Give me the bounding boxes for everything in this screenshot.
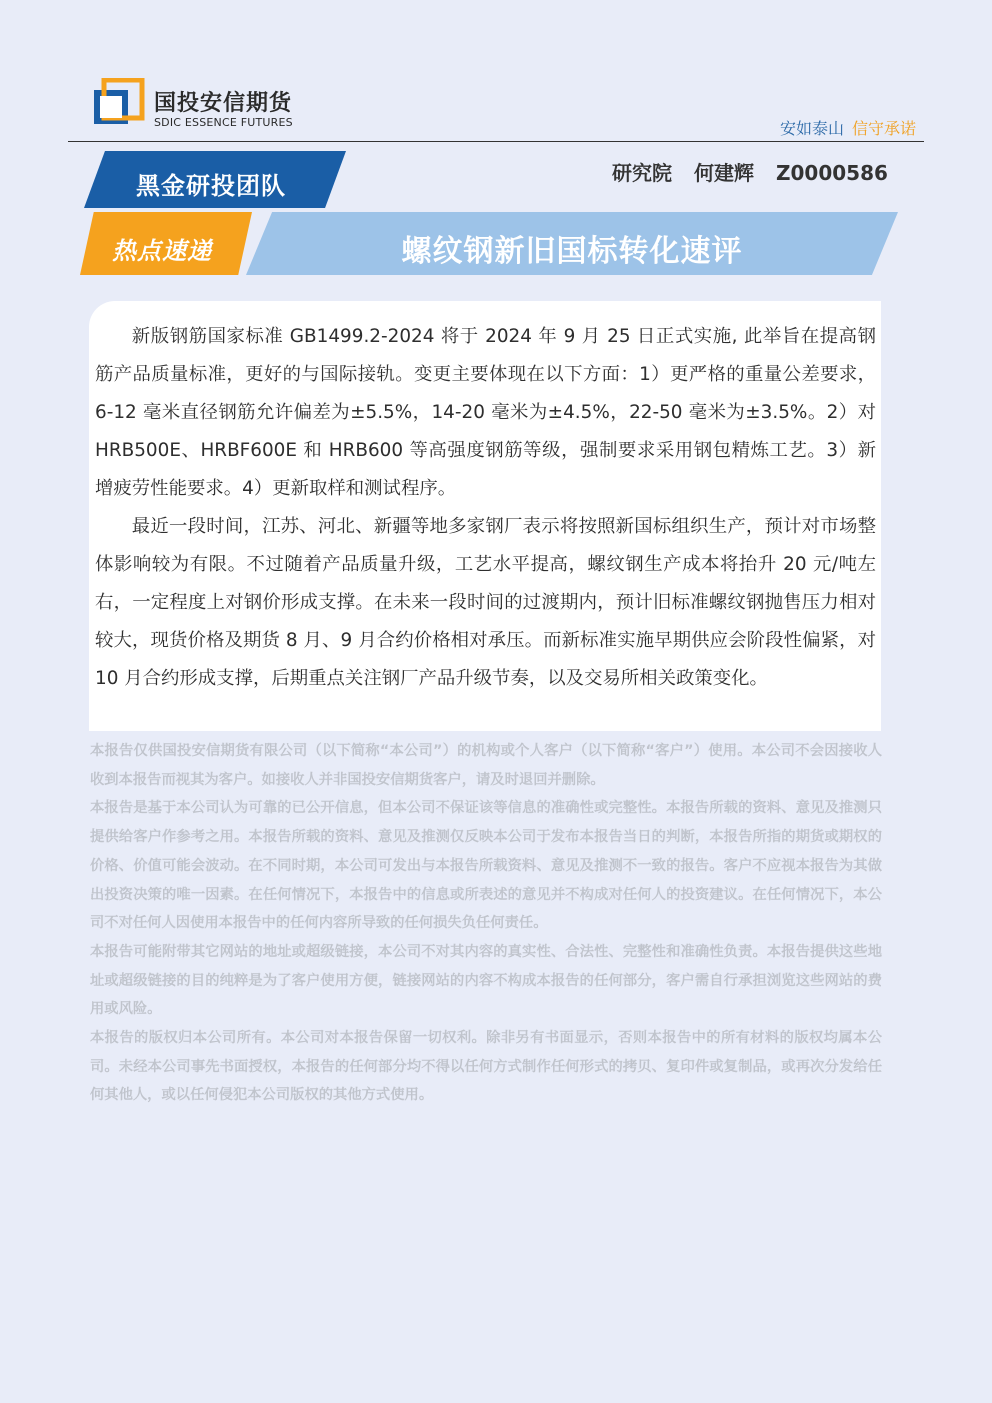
author-department: 研究院 (612, 161, 672, 185)
disclaimer-paragraph: 本报告的版权归本公司所有。本公司对本报告保留一切权利。除非另有书面显示，否则本报告中的所有材料的版权均属本公司。未经本公司事先书面授权，本报告的任何部分均不得以任何方式制作任何形式的拷贝、复印件或复制品，或再次分发给任何其他人，或以任何侵犯本公司版权的其他方式使用。 (90, 1030, 882, 1104)
author-license: Z0000586 (776, 161, 888, 185)
body-paragraph: 新版钢筋国家标准 GB1499.2-2024 将于 2024 年 9 月 25 日正式实施, 此举旨在提高钢筋产品质量标准，更好的与国际接轨。变更主要体现在以下方面：1）更严格的重量公差要求，6-12 毫米直径钢筋允许偏差为±5.5%，14-20 毫米为±4.5%，22-50 毫米为±3.5%。2）对 HRB500E、HRBF600E 和 HRB600 等高强度钢筋等级，强制要求采用钢包精炼工艺。3）新增疲劳性能要求。4）更新取样和测试程序。 (95, 326, 876, 499)
team-banner-label: 黑金研投团队 (136, 172, 286, 200)
sdic-logo-icon (90, 78, 146, 130)
disclaimer-paragraph: 本报告仅供国投安信期货有限公司（以下简称“本公司”）的机构或个人客户（以下简称“客户”）使用。本公司不会因接收人收到本报告而视其为客户。如接收人并非国投安信期货客户，请及时退回并删除。 (90, 743, 882, 788)
disclaimer-paragraph: 本报告可能附带其它网站的地址或超级链接，本公司不对其内容的真实性、合法性、完整性和准确性负责。本报告提供这些地址或超级链接的目的纯粹是为了客户使用方便，链接网站的内容不构成本报告的任何部分，客户需自行承担浏览这些网站的费用或风险。 (90, 943, 882, 1018)
body-paragraph: 最近一段时间，江苏、河北、新疆等地多家钢厂表示将按照新国标组织生产，预计对市场整体影响较为有限。不过随着产品质量升级，工艺水平提高，螺纹钢生产成本将抬升 20 元/吨左右，一定程度上对钢价形成支撑。在未来一段时间的过渡期内，预计旧标准螺纹钢抛售压力相对较大，现货价格及期货 8 月、9 月合约价格相对承压。而新标准实施早期供应会阶段性偏紧，对 10 月合约形成支撑，后期重点关注钢厂产品升级节奏，以及交易所相关政策变化。 (95, 516, 876, 689)
report-title: 螺纹钢新旧国标转化速评 (401, 234, 743, 269)
slogan (780, 116, 916, 139)
disclaimer (90, 737, 882, 1110)
logo-chinese-name: 国投安信期货 (154, 91, 293, 116)
author-name: 何建辉 (694, 161, 754, 185)
logo-english-name: SDIC ESSENCE FUTURES (154, 116, 293, 129)
author-info (612, 157, 888, 186)
disclaimer-paragraph: 本报告是基于本公司认为可靠的已公开信息，但本公司不保证该等信息的准确性或完整性。本报告所载的资料、意见及推测只提供给客户作参考之用。本报告所载的资料、意见及推测仅反映本公司于发布本报告当日的判断，本报告所指的期货或期权的价格、价值可能会波动。在不同时期，本公司可发出与本报告所载资料、意见及推测不一致的报告。客户不应视本报告为其做出投资决策的唯一因素。在任何情况下，本报告中的信息或所表述的意见并不构成对任何人的投资建议。在任何情况下，本公司不对任何人因使用本报告中的任何内容所导致的任何损失负任何责任。 (90, 800, 882, 932)
slogan-part-a: 安如泰山 (779, 119, 844, 138)
header-divider (68, 141, 924, 142)
hot-tag-label: 热点速递 (112, 237, 212, 265)
slogan-part-b: 信守承诺 (851, 119, 916, 138)
company-logo (90, 74, 350, 134)
report-body (95, 318, 876, 698)
